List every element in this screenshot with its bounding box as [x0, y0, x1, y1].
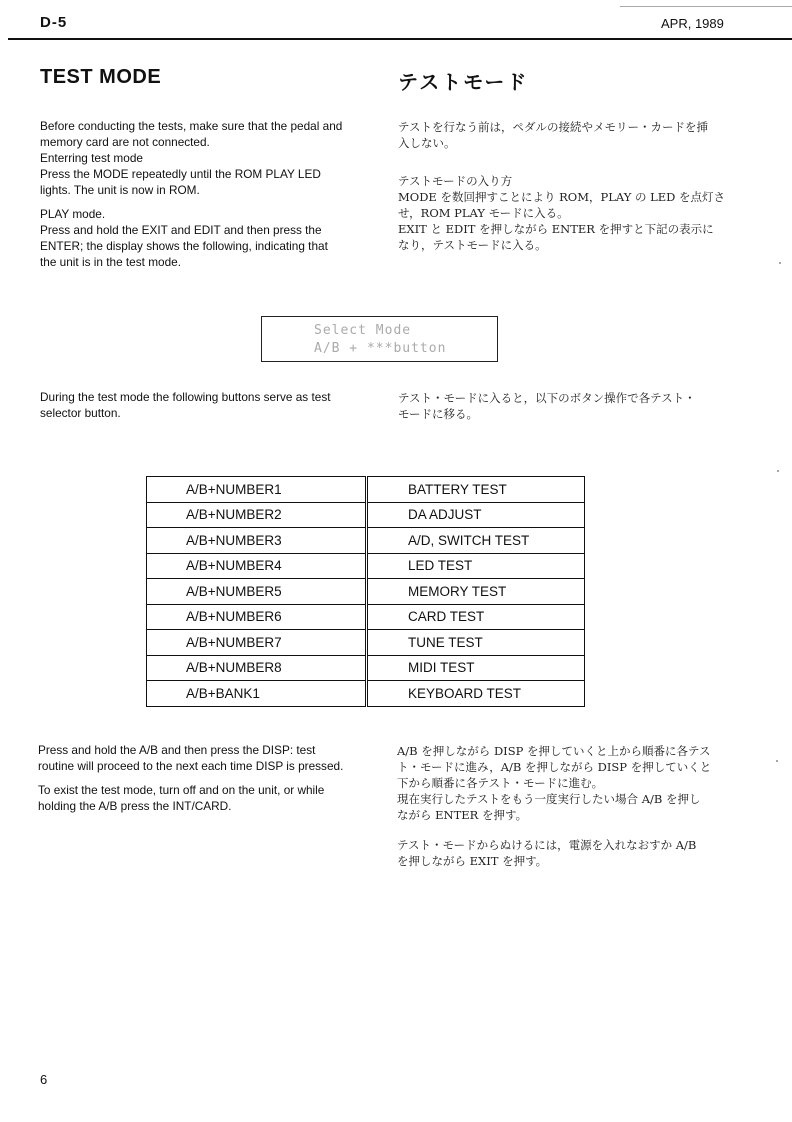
button-combo-cell: A/B+BANK1 [186, 685, 260, 701]
text-line: 入しない。 [398, 136, 456, 150]
outro-text-jp [397, 743, 737, 869]
document-date: APR, 1989 [661, 16, 724, 31]
text-line: を押しながら EXIT を押す。 [397, 854, 548, 868]
intro-text-jp [398, 119, 738, 253]
text-line: During the test mode the following buttons serve as test [40, 390, 331, 404]
outro-text-en [38, 742, 368, 814]
text-line: 現在実行したテストをもう一度実行したい場合 A/B を押し [397, 792, 701, 806]
table-row [147, 681, 585, 707]
section-title-jp: テストモード [398, 70, 529, 94]
lcd-line-2: A/B + ***button [314, 341, 447, 356]
text-line: memory card are not connected. [40, 135, 210, 149]
text-line: Before conducting the tests, make sure that the pedal and [40, 119, 343, 133]
button-combo-cell: A/B+NUMBER3 [147, 528, 367, 554]
text-line: holding the A/B press the INT/CARD. [38, 799, 232, 813]
table-row [147, 528, 585, 554]
table-row [147, 579, 585, 605]
button-combo-cell: A/B+NUMBER7 [147, 630, 367, 656]
test-name-cell: MEMORY TEST [367, 579, 585, 605]
intro-text-en [40, 118, 370, 270]
text-line: せ，ROM PLAY モードに入る。 [398, 206, 569, 220]
text-line: lights. The unit is now in ROM. [40, 183, 200, 197]
test-name-cell: DA ADJUST [367, 502, 585, 528]
text-line: Press and hold the EXIT and EDIT and then press the [40, 223, 322, 237]
text-line: A/B を押しながら DISP を押していくと上から順番に各テス [397, 744, 711, 758]
test-name-cell: BATTERY TEST [367, 477, 585, 503]
button-combo-cell: A/B+NUMBER6 [147, 604, 367, 630]
text-line: なり，テストモードに入る。 [398, 238, 547, 252]
header-rule-short [620, 6, 792, 7]
text-line: ENTER; the display shows the following, indicating that [40, 239, 328, 253]
text-line: テストモードの入り方 [398, 174, 513, 188]
table-row [147, 477, 585, 503]
text-line: Press and hold the A/B and then press the DISP: test [38, 743, 316, 757]
lcd-display [261, 316, 498, 362]
text-line: テストを行なう前は，ペダルの接続やメモリー・カードを挿 [398, 120, 709, 134]
text-line: ながら ENTER を押す。 [397, 808, 528, 822]
selector-text-en [40, 389, 370, 421]
text-line: MODE を数回押すことにより ROM，PLAY の LED を点灯さ [398, 190, 726, 204]
model-name: D-5 [40, 14, 68, 31]
text-line: PLAY mode. [40, 207, 106, 221]
paragraph-gap [397, 823, 737, 837]
section-title-en: TEST MODE [40, 66, 162, 88]
test-name-cell: MIDI TEST [367, 655, 585, 681]
selector-text-jp [398, 390, 738, 422]
button-combo-cell: A/B+NUMBER2 [147, 502, 367, 528]
test-name-cell: KEYBOARD TEST [367, 681, 585, 707]
page-number: 6 [40, 1072, 48, 1087]
test-name-cell: TUNE TEST [367, 630, 585, 656]
scan-speck [779, 262, 781, 264]
text-line: Enterring test mode [40, 151, 143, 165]
paragraph-gap [398, 151, 738, 173]
table-row [147, 553, 585, 579]
paragraph-gap [40, 198, 370, 206]
button-combo-cell: A/B+NUMBER4 [147, 553, 367, 579]
table-row [147, 604, 585, 630]
button-combo-cell: A/B+NUMBER1 [147, 477, 367, 503]
text-line: テスト・モードからぬけるには，電源を入れなおすか A/B [397, 838, 697, 852]
test-name-cell: CARD TEST [367, 604, 585, 630]
text-line: To exist the test mode, turn off and on the unit, or while [38, 783, 325, 797]
scan-speck [777, 470, 779, 472]
text-line: ト・モードに進み，A/B を押しながら DISP を押していくと [397, 760, 712, 774]
text-line: 下から順番に各テスト・モードに進む。 [397, 776, 604, 790]
button-combo-cell: A/B+NUMBER5 [147, 579, 367, 605]
test-selector-table [146, 476, 585, 707]
header-rule [8, 38, 792, 40]
lcd-line-1: Select Mode [314, 323, 412, 338]
table-row [147, 655, 585, 681]
table-row [147, 630, 585, 656]
button-combo-cell: A/B+NUMBER8 [147, 655, 367, 681]
text-line: Press the MODE repeatedly until the ROM PLAY LED [40, 167, 321, 181]
scan-speck [776, 760, 778, 762]
text-line: テスト・モードに入ると，以下のボタン操作で各テスト・ [398, 391, 696, 405]
text-line: モードに移る。 [398, 407, 479, 421]
text-line: routine will proceed to the next each time DISP is pressed. [38, 759, 344, 773]
test-name-cell: LED TEST [367, 553, 585, 579]
text-line: EXIT と EDIT を押しながら ENTER を押すと下記の表示に [398, 222, 714, 236]
paragraph-gap [38, 774, 368, 782]
text-line: the unit is in the test mode. [40, 255, 181, 269]
table-row [147, 502, 585, 528]
test-name-cell: A/D, SWITCH TEST [367, 528, 585, 554]
text-line: selector button. [40, 406, 121, 420]
